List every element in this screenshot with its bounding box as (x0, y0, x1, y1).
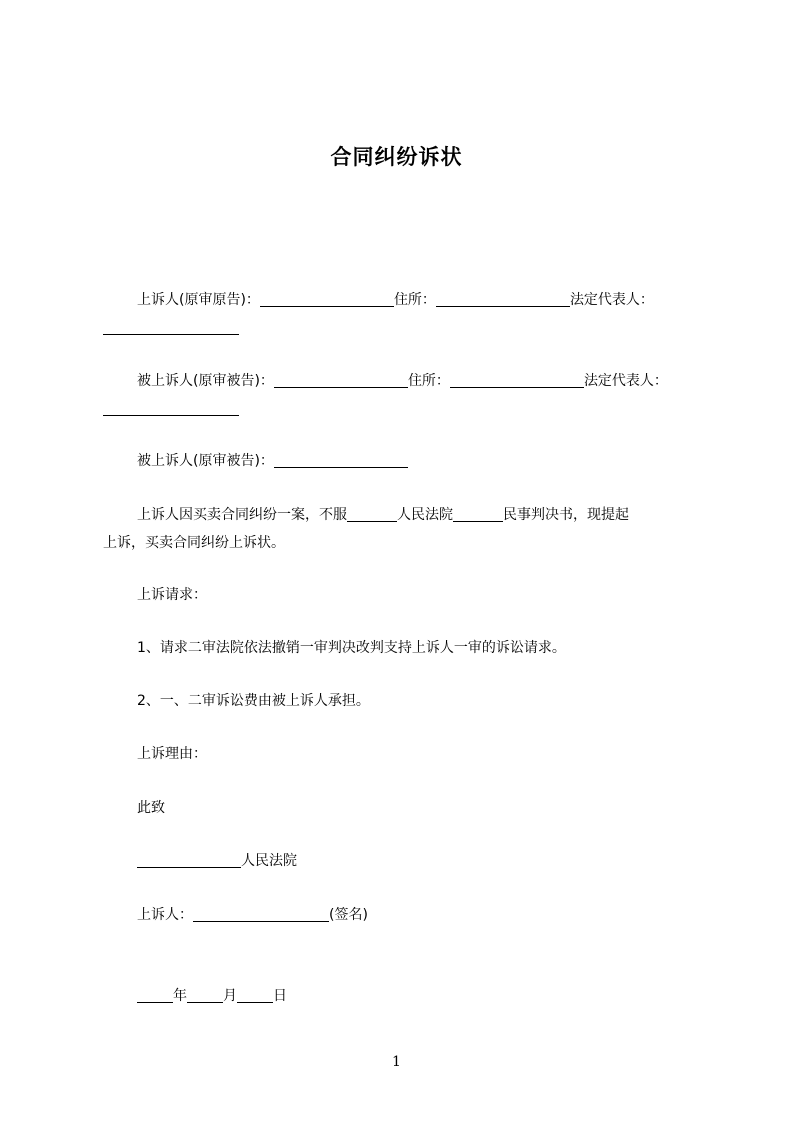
appellee2-line (103, 446, 703, 476)
appellee1-label: 被上诉人(原审被告)： (137, 373, 274, 389)
day-blank[interactable] (237, 986, 273, 1003)
court-name-blank[interactable] (137, 851, 241, 868)
appellee1-rep-label: 法定代表人： (583, 373, 668, 389)
page-number: 1 (392, 1054, 401, 1070)
signer-line (103, 900, 703, 930)
appellant-rep-line (103, 313, 703, 343)
year-blank[interactable] (137, 986, 173, 1003)
document-title: 合同纠纷诉状 (330, 145, 463, 169)
request-2: 2、一、二审诉讼费由被上诉人承担。 (137, 693, 370, 709)
month-label: 月 (223, 988, 237, 1004)
intro-part1: 上诉人因买卖合同纠纷一案，不服 (137, 507, 347, 523)
appellant-address-label: 住所： (393, 292, 436, 308)
judgment-number-blank[interactable] (453, 505, 503, 522)
signer-label: 上诉人： (137, 907, 193, 923)
appellee2-label: 被上诉人(原审被告)： (137, 453, 274, 469)
intro-line-1 (103, 500, 703, 530)
intro-line-2: 上诉，买卖合同纠纷上诉状。 (103, 535, 285, 551)
appellee1-rep-blank[interactable] (103, 399, 239, 416)
sign-note: (签名) (329, 907, 368, 923)
intro-part2: 人民法院 (397, 507, 453, 523)
requests-heading: 上诉请求： (137, 587, 207, 603)
court-suffix: 人民法院 (241, 853, 297, 869)
appellant-rep-blank[interactable] (103, 318, 239, 335)
court-blank[interactable] (347, 505, 397, 522)
month-blank[interactable] (187, 986, 223, 1003)
appellant-name-blank[interactable] (260, 290, 394, 307)
appellee2-name-blank[interactable] (274, 451, 408, 468)
day-label: 日 (273, 988, 287, 1004)
court-line (103, 846, 703, 876)
date-line (103, 981, 703, 1011)
appellant-rep-label: 法定代表人： (569, 292, 654, 308)
year-label: 年 (173, 988, 187, 1004)
request-1: 1、请求二审法院依法撤销一审判决改判支持上诉人一审的诉讼请求。 (137, 640, 566, 656)
appellant-label: 上诉人(原审原告)： (137, 292, 260, 308)
appellant-line (103, 285, 703, 315)
salutation: 此致 (137, 800, 165, 816)
appellee1-name-blank[interactable] (274, 371, 408, 388)
appellee1-address-label: 住所： (407, 373, 450, 389)
appellee1-rep-line (103, 394, 703, 424)
appellant-address-blank[interactable] (436, 290, 570, 307)
reasons-heading: 上诉理由： (137, 746, 207, 762)
signature-blank[interactable] (193, 905, 329, 922)
appellee1-line (103, 366, 703, 396)
appellee1-address-blank[interactable] (450, 371, 584, 388)
intro-part3: 民事判决书，现提起 (503, 507, 629, 523)
